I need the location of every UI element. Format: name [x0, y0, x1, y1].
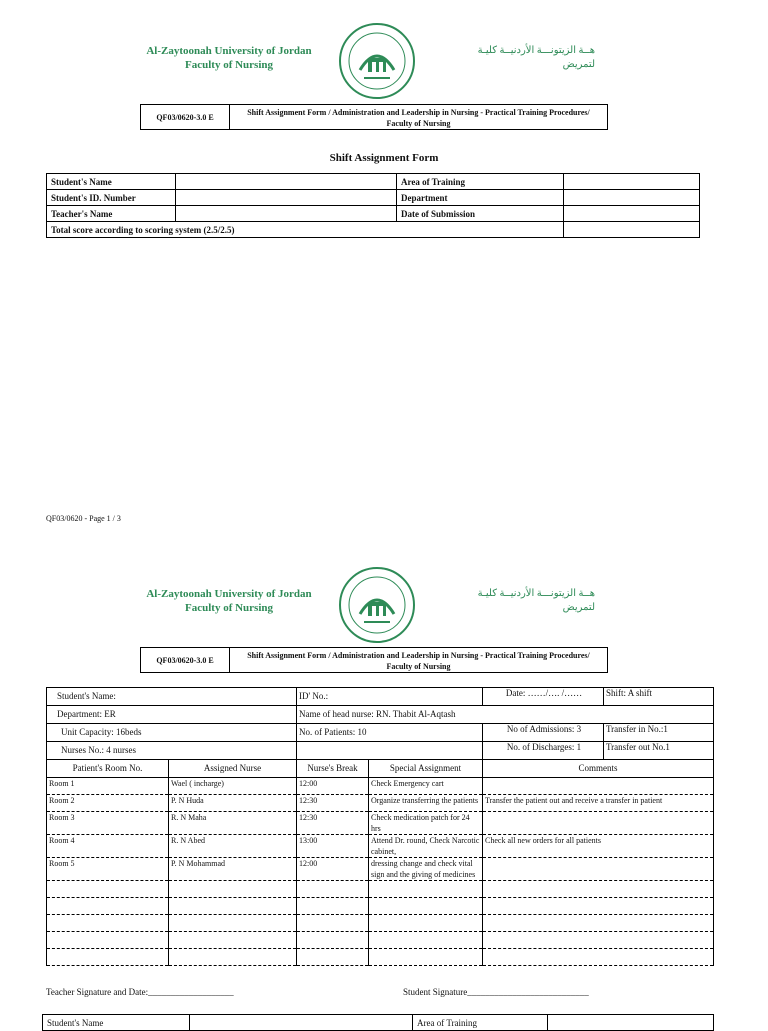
university-name-ar: هــة الزيتونـــة الأردنيــة كليـة: [477, 588, 595, 599]
university-name-block-2: [119, 587, 339, 615]
cell-comments[interactable]: [483, 812, 714, 835]
cell-nurse[interactable]: P. N Huda: [169, 795, 297, 812]
cell-comments[interactable]: [483, 858, 714, 881]
cell-nurse[interactable]: R. N Abed: [169, 835, 297, 858]
page3-info-table: [42, 1014, 714, 1031]
faculty-name-en: Faculty of Nursing: [185, 59, 273, 71]
cell-special[interactable]: dressing change and check vital sign and the giving of medicines: [369, 858, 483, 881]
department-label: Department: [397, 190, 564, 206]
date-of-submission-field[interactable]: [564, 206, 700, 222]
nurses-no: Nurses No.: 4 nurses: [47, 742, 297, 760]
cell-room[interactable]: [47, 932, 169, 949]
cell-nurse[interactable]: [169, 949, 297, 966]
no-discharges: No. of Discharges: 1: [483, 742, 604, 759]
department-field[interactable]: [564, 190, 700, 206]
table-row: [47, 949, 714, 966]
table-row: [47, 835, 714, 858]
shift-type: Shift: A shift: [606, 688, 653, 698]
cell-break[interactable]: 12:00: [297, 778, 369, 795]
cell-special[interactable]: [369, 881, 483, 898]
university-name-en: Al-Zaytoonah University of Jordan: [146, 45, 312, 57]
transfer-out: Transfer out No.1: [606, 742, 670, 752]
cell-nurse[interactable]: [169, 915, 297, 932]
cell-comments[interactable]: [483, 932, 714, 949]
cell-comments[interactable]: [483, 881, 714, 898]
col-header-special: Special Assignment: [369, 760, 483, 778]
student-id-label: Student's ID. Number: [47, 190, 176, 206]
cell-break[interactable]: [297, 915, 369, 932]
head-nurse: Name of head nurse: RN. Thabit Al-Aqtash: [297, 706, 714, 724]
cell-room[interactable]: [47, 881, 169, 898]
cell-comments[interactable]: [483, 898, 714, 915]
page3-area-label: Area of Training: [413, 1015, 548, 1031]
table-row: [47, 898, 714, 915]
cell-room[interactable]: Room 4: [47, 835, 169, 858]
cell-room[interactable]: Room 5: [47, 858, 169, 881]
cell-room[interactable]: [47, 949, 169, 966]
table-row: [47, 812, 714, 835]
cell-nurse[interactable]: [169, 932, 297, 949]
form-description: Shift Assignment Form / Administration and Leadership in Nursing - Practical Training Procedures/ Faculty of Nursing: [247, 108, 590, 128]
cell-special[interactable]: Check medication patch for 24 hrs: [369, 812, 483, 835]
cell-room[interactable]: Room 1: [47, 778, 169, 795]
table-row: [47, 858, 714, 881]
faculty-name-ar: لتمريض: [562, 602, 595, 613]
cell-break[interactable]: [297, 898, 369, 915]
total-score-field[interactable]: [564, 222, 700, 238]
col-header-comments: Comments: [483, 760, 714, 778]
cell-break[interactable]: 12:00: [297, 858, 369, 881]
teacher-name-field[interactable]: [176, 206, 397, 222]
col-header-nurse: Assigned Nurse: [169, 760, 297, 778]
cell-break[interactable]: [297, 949, 369, 966]
no-admissions: No of Admissions: 3: [483, 724, 604, 741]
col-header-room: Patient's Room No.: [47, 760, 169, 778]
form-code: QF03/0620-3.0 E: [141, 648, 230, 672]
university-logo-2: [338, 566, 416, 644]
column-header-row: [47, 760, 714, 778]
student-name-label: Student's Name: [47, 174, 176, 190]
shift-id-no: ID' No.:: [297, 688, 483, 706]
area-of-training-field[interactable]: [564, 174, 700, 190]
university-logo: [338, 22, 416, 100]
cell-comments[interactable]: [483, 915, 714, 932]
discharges-transfer-cell: [483, 742, 714, 760]
shift-student-name: Student's Name:: [47, 688, 297, 706]
cell-special[interactable]: Attend Dr. round, Check Narcotic cabinet,: [369, 835, 483, 858]
transfer-in: Transfer in No.:1: [606, 724, 668, 734]
cell-nurse[interactable]: R. N Maha: [169, 812, 297, 835]
table-row: [47, 915, 714, 932]
cell-nurse[interactable]: Wael ( incharge): [169, 778, 297, 795]
cell-break[interactable]: 12:30: [297, 795, 369, 812]
page3-area-field[interactable]: [548, 1015, 714, 1031]
student-name-field[interactable]: [176, 174, 397, 190]
cell-special[interactable]: Check Emergency cart: [369, 778, 483, 795]
form-code-box-2: [140, 647, 608, 673]
cell-nurse[interactable]: [169, 898, 297, 915]
cell-room[interactable]: Room 2: [47, 795, 169, 812]
date-shift-cell: [483, 688, 714, 706]
shift-assignment-table: [46, 687, 714, 966]
cell-nurse[interactable]: P. N Mohammad: [169, 858, 297, 881]
cell-room[interactable]: Room 3: [47, 812, 169, 835]
area-of-training-label: Area of Training: [397, 174, 564, 190]
table-row: [47, 932, 714, 949]
student-id-field[interactable]: [176, 190, 397, 206]
no-patients: No. of Patients: 10: [297, 724, 483, 742]
cell-special[interactable]: [369, 949, 483, 966]
unit-capacity: Unit Capacity: 16beds: [47, 724, 297, 742]
cell-special[interactable]: [369, 898, 483, 915]
empty-cell: [297, 742, 483, 760]
page-title: Shift Assignment Form: [329, 152, 439, 164]
form-description: Shift Assignment Form / Administration and Leadership in Nursing - Practical Training Procedures/ Faculty of Nursing: [247, 651, 590, 671]
cell-break[interactable]: [297, 881, 369, 898]
cell-comments[interactable]: Check all new orders for all patients: [483, 835, 714, 858]
cell-room[interactable]: [47, 898, 169, 915]
cell-comments[interactable]: [483, 778, 714, 795]
admissions-transfer-cell: [483, 724, 714, 742]
university-name-ar-block: [475, 44, 595, 72]
page-footer: QF03/0620 - Page 1 / 3: [46, 514, 121, 523]
shift-rows: [47, 778, 714, 966]
faculty-name-en: Faculty of Nursing: [185, 602, 273, 614]
form-code-box: [140, 104, 608, 130]
cell-special[interactable]: [369, 915, 483, 932]
university-name-block: [119, 44, 339, 72]
cell-comments[interactable]: [483, 949, 714, 966]
cell-special[interactable]: [369, 932, 483, 949]
student-signature: Student Signature___________________________: [403, 987, 589, 997]
total-score-label: Total score according to scoring system (2.5/2.5): [47, 222, 564, 238]
page3-student-name-field[interactable]: [190, 1015, 413, 1031]
cell-break[interactable]: [297, 932, 369, 949]
table-row: [47, 778, 714, 795]
faculty-name-ar: لتمريض: [562, 59, 595, 70]
table-row: [47, 881, 714, 898]
teacher-name-label: Teacher's Name: [47, 206, 176, 222]
cell-nurse[interactable]: [169, 881, 297, 898]
cell-break[interactable]: 13:00: [297, 835, 369, 858]
university-name-ar-block-2: [475, 587, 595, 615]
shift-department: Department: ER: [47, 706, 297, 724]
teacher-signature: Teacher Signature and Date:___________________: [46, 987, 234, 997]
date-of-submission-label: Date of Submission: [397, 206, 564, 222]
cell-comments[interactable]: Transfer the patient out and receive a transfer in patient: [483, 795, 714, 812]
shift-date: Date: ……/…. /……: [483, 688, 604, 705]
page3-student-name-label: Student's Name: [43, 1015, 190, 1031]
form-code: QF03/0620-3.0 E: [141, 105, 230, 129]
cell-special[interactable]: Organize transferring the patients: [369, 795, 483, 812]
cell-room[interactable]: [47, 915, 169, 932]
university-name-en: Al-Zaytoonah University of Jordan: [146, 588, 312, 600]
cell-break[interactable]: 12:30: [297, 812, 369, 835]
col-header-break: Nurse's Break: [297, 760, 369, 778]
university-name-ar: هــة الزيتونـــة الأردنيــة كليـة: [477, 45, 595, 56]
student-info-table: [46, 173, 700, 238]
table-row: [47, 795, 714, 812]
